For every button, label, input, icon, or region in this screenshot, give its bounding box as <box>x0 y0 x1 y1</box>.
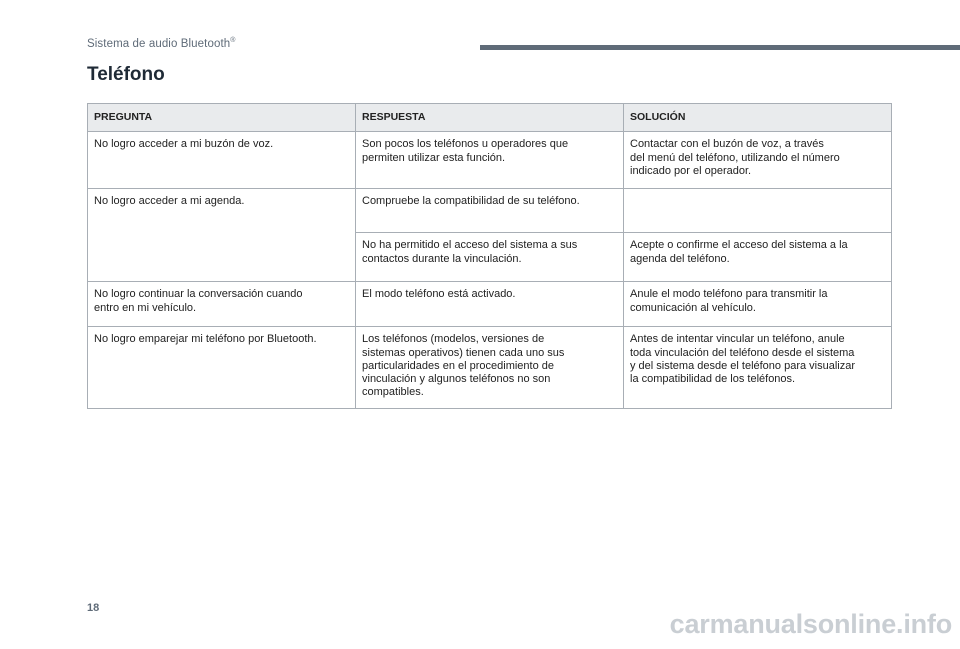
solution-cell <box>624 132 892 189</box>
header-accent-bar <box>480 45 960 50</box>
answer-text: El modo teléfono está activado. <box>362 288 516 301</box>
solution-text: Contactar con el buzón de voz, a través del menú del teléfono, utilizando el número indicado por el operador. <box>630 138 840 177</box>
answer-text: Son pocos los teléfonos u operadores que permiten utilizar esta función. <box>362 138 569 164</box>
solution-cell <box>624 189 892 233</box>
solution-cell <box>624 327 892 409</box>
page-title: Teléfono <box>87 64 165 85</box>
section-name: Sistema de audio Bluetooth <box>87 38 231 50</box>
solution-text: Acepte o confirme el acceso del sistema a la agenda del teléfono. <box>630 239 848 265</box>
solution-text: Antes de intentar vincular un teléfono, anule toda vinculación del teléfono desde el sistema y del sistema desde el teléfono para visualizar la compatibilidad de los teléfonos. <box>630 333 856 386</box>
answer-cell <box>356 189 624 233</box>
question-text: No logro acceder a mi agenda. <box>94 195 245 208</box>
troubleshooting-table <box>87 103 892 409</box>
column-header-question: PREGUNTA <box>88 104 356 132</box>
question-text: No logro acceder a mi buzón de voz. <box>94 138 274 151</box>
solution-cell <box>624 282 892 327</box>
question-cell <box>88 189 356 282</box>
column-header-answer: RESPUESTA <box>356 104 624 132</box>
table-header-row <box>88 104 892 132</box>
answer-cell <box>356 327 624 409</box>
trademark-symbol: ® <box>230 37 236 45</box>
running-header <box>87 38 236 50</box>
table-row <box>88 189 892 233</box>
column-header-solution: SOLUCIÓN <box>624 104 892 132</box>
table-row <box>88 132 892 189</box>
answer-text: Compruebe la compatibilidad de su teléfono. <box>362 195 580 208</box>
question-text: No logro continuar la conversación cuando entro en mi vehículo. <box>94 288 303 314</box>
watermark: carmanualsonline.info <box>669 609 952 639</box>
table-row <box>88 327 892 409</box>
solution-cell <box>624 233 892 282</box>
answer-text: No ha permitido el acceso del sistema a sus contactos durante la vinculación. <box>362 239 578 265</box>
solution-text: Anule el modo teléfono para transmitir la comunicación al vehículo. <box>630 288 828 314</box>
answer-cell <box>356 233 624 282</box>
table-row <box>88 282 892 327</box>
answer-text: Los teléfonos (modelos, versiones de sistemas operativos) tienen cada uno sus particularidades en el procedimiento de vinculación y algunos teléfonos no son compatibles. <box>362 333 565 399</box>
question-cell <box>88 327 356 409</box>
answer-cell <box>356 132 624 189</box>
answer-cell <box>356 282 624 327</box>
page-number: 18 <box>87 602 100 614</box>
question-cell <box>88 282 356 327</box>
question-cell <box>88 132 356 189</box>
question-text: No logro emparejar mi teléfono por Bluetooth. <box>94 333 317 346</box>
